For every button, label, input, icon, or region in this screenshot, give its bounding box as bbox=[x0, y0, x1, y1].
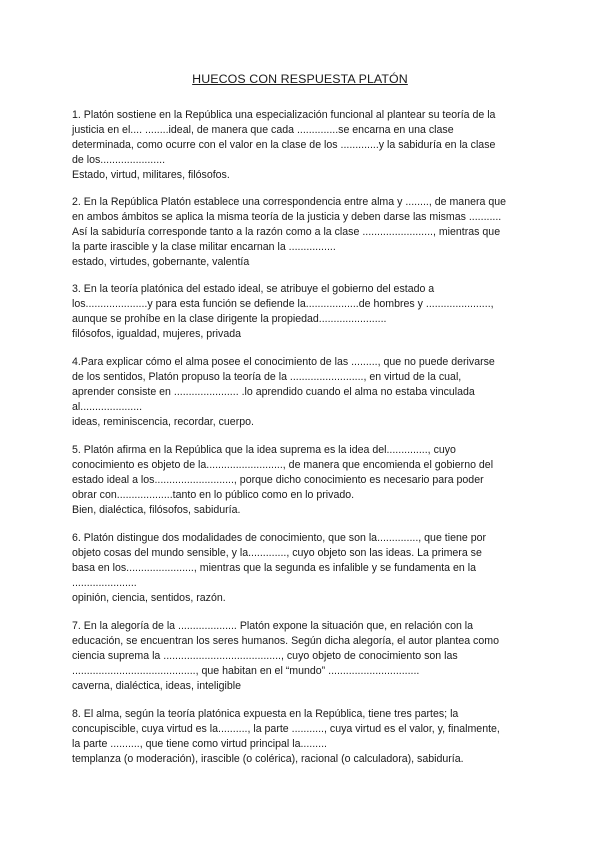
answer-key: ideas, reminiscencia, recordar, cuerpo. bbox=[72, 416, 254, 428]
question-line: 8. El alma, según la teoría platónica expuesta en la República, tiene tres partes; la bbox=[72, 708, 459, 720]
question-line: aunque se prohíbe en la clase dirigente la propiedad....................... bbox=[72, 313, 387, 325]
question-line: 6. Platón distingue dos modalidades de conocimiento, que son la.............., que tiene por bbox=[72, 532, 487, 544]
question-2 bbox=[72, 195, 528, 270]
question-line: 4.Para explicar cómo el alma posee el conocimiento de las ........., que no puede derivarse bbox=[72, 356, 495, 368]
question-6 bbox=[72, 531, 528, 606]
question-line: aprender consiste en ...................... .lo aprendido cuando el alma no estaba vinculada bbox=[72, 386, 475, 398]
question-line: Así la sabiduría corresponde tanto a la razón como a la clase ........................, mientras que bbox=[72, 226, 501, 238]
question-4 bbox=[72, 355, 528, 430]
answer-key: estado, virtudes, gobernante, valentía bbox=[72, 256, 250, 268]
question-line: obrar con...................tanto en lo público como en lo privado. bbox=[72, 489, 355, 501]
question-line: justicia en el.... ........ideal, de manera que cada ..............se encarna en una clase bbox=[72, 124, 454, 136]
answer-key: Bien, dialéctica, filósofos, sabiduría. bbox=[72, 504, 241, 516]
question-line: concupiscible, cuya virtud es la.........., la parte ..........., cuya virtud es el valor, y, finalmente, bbox=[72, 723, 500, 735]
question-line: al..................... bbox=[72, 401, 143, 413]
answer-key: caverna, dialéctica, ideas, inteligible bbox=[72, 680, 242, 692]
question-line: 3. En la teoría platónica del estado ideal, se atribuye el gobierno del estado a bbox=[72, 283, 435, 295]
page-title: HUECOS CON RESPUESTA PLATÓN bbox=[192, 72, 408, 86]
question-line: 7. En la alegoría de la .................... Platón expone la situación que, en relación con la bbox=[72, 620, 474, 632]
question-line: basa en los......................., mientras que la segunda es infalible y se fundamenta en la bbox=[72, 562, 476, 574]
question-line: 1. Platón sostiene en la República una especialización funcional al plantear su teoría de la bbox=[72, 109, 496, 121]
question-line: los.....................y para esta función se defiende la..................de hombres y ......................, bbox=[72, 298, 494, 310]
question-8 bbox=[72, 707, 528, 767]
question-line: conocimiento es objeto de la.........................., de manera que encomienda el gobierno del bbox=[72, 459, 494, 471]
answer-key: templanza (o moderación), irascible (o colérica), racional (o calculadora), sabiduría. bbox=[72, 753, 464, 765]
question-line: 2. En la República Platón establece una correspondencia entre alma y ........, de manera que bbox=[72, 196, 507, 208]
question-line: en ambos ámbitos se aplica la misma teoría de la justicia y deben darse las mismas ........... bbox=[72, 211, 502, 223]
question-line: 5. Platón afirma en la República que la idea suprema es la idea del.............., cuyo bbox=[72, 444, 456, 456]
question-1 bbox=[72, 108, 528, 183]
question-7 bbox=[72, 619, 528, 694]
question-line: ciencia suprema la ........................................, cuyo objeto de conocimiento son las bbox=[72, 650, 458, 662]
question-line: de los sentidos, Platón propuso la teoría de la ........................., en virtud de la cual, bbox=[72, 371, 462, 383]
question-line: la parte irascible y la clase militar encarnan la ................ bbox=[72, 241, 336, 253]
question-line: la parte .........., que tiene como virtud principal la......... bbox=[72, 738, 327, 750]
question-line: .........................................., que habitan en el “mundo” ............................... bbox=[72, 665, 420, 677]
question-5 bbox=[72, 443, 528, 518]
question-line: objeto cosas del mundo sensible, y la............., cuyo objeto son las ideas. La primera se bbox=[72, 547, 482, 559]
question-line: educación, se encuentran los seres humanos. Según dicha alegoría, el autor plantea como bbox=[72, 635, 499, 647]
question-line: estado ideal a los..........................., porque dicho conocimiento es necesario para poder bbox=[72, 474, 484, 486]
question-line: de los...................... bbox=[72, 154, 166, 166]
question-line: ...................... bbox=[72, 577, 137, 589]
question-line: determinada, como ocurre con el valor en la clase de los .............y la sabiduría en la clase bbox=[72, 139, 496, 151]
answer-key: filósofos, igualdad, mujeres, privada bbox=[72, 328, 242, 340]
answer-key: Estado, virtud, militares, filósofos. bbox=[72, 169, 230, 181]
answer-key: opinión, ciencia, sentidos, razón. bbox=[72, 592, 226, 604]
question-3 bbox=[72, 282, 528, 342]
